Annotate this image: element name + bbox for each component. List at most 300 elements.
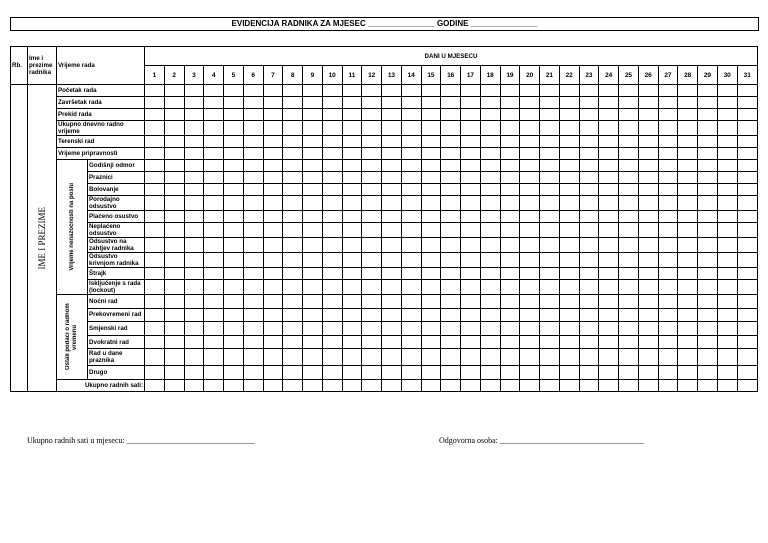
day-cell[interactable] bbox=[737, 322, 757, 336]
day-cell[interactable] bbox=[559, 268, 579, 280]
day-cell[interactable] bbox=[362, 223, 382, 238]
day-cell[interactable] bbox=[303, 268, 323, 280]
day-cell[interactable] bbox=[599, 97, 619, 109]
day-cell[interactable] bbox=[717, 160, 737, 172]
day-cell[interactable] bbox=[638, 211, 658, 223]
day-cell[interactable] bbox=[224, 97, 244, 109]
day-cell[interactable] bbox=[145, 196, 165, 211]
day-cell[interactable] bbox=[559, 295, 579, 309]
day-cell[interactable] bbox=[698, 268, 718, 280]
day-cell[interactable] bbox=[441, 253, 461, 268]
day-cell[interactable] bbox=[698, 308, 718, 322]
day-cell[interactable] bbox=[698, 136, 718, 148]
day-cell[interactable] bbox=[283, 121, 303, 136]
day-cell[interactable] bbox=[184, 280, 204, 295]
day-cell[interactable] bbox=[303, 109, 323, 121]
day-cell[interactable] bbox=[500, 280, 520, 295]
day-cell[interactable] bbox=[638, 184, 658, 196]
day-cell[interactable] bbox=[540, 223, 560, 238]
day-cell[interactable] bbox=[204, 349, 224, 366]
day-cell[interactable] bbox=[224, 160, 244, 172]
day-cell[interactable] bbox=[263, 380, 283, 392]
day-cell[interactable] bbox=[441, 366, 461, 380]
day-cell[interactable] bbox=[559, 335, 579, 349]
day-cell[interactable] bbox=[599, 380, 619, 392]
day-cell[interactable] bbox=[243, 136, 263, 148]
day-cell[interactable] bbox=[638, 238, 658, 253]
day-cell[interactable] bbox=[638, 295, 658, 309]
day-cell[interactable] bbox=[204, 148, 224, 160]
day-cell[interactable] bbox=[678, 349, 698, 366]
day-cell[interactable] bbox=[362, 85, 382, 97]
day-cell[interactable] bbox=[559, 211, 579, 223]
day-cell[interactable] bbox=[658, 160, 678, 172]
day-cell[interactable] bbox=[599, 223, 619, 238]
day-cell[interactable] bbox=[579, 380, 599, 392]
day-cell[interactable] bbox=[678, 268, 698, 280]
day-cell[interactable] bbox=[480, 85, 500, 97]
day-cell[interactable] bbox=[520, 85, 540, 97]
day-cell[interactable] bbox=[164, 349, 184, 366]
day-cell[interactable] bbox=[243, 223, 263, 238]
day-cell[interactable] bbox=[401, 172, 421, 184]
day-cell[interactable] bbox=[698, 366, 718, 380]
day-cell[interactable] bbox=[283, 148, 303, 160]
day-cell[interactable] bbox=[500, 295, 520, 309]
day-cell[interactable] bbox=[401, 196, 421, 211]
day-cell[interactable] bbox=[619, 268, 639, 280]
day-cell[interactable] bbox=[500, 380, 520, 392]
day-cell[interactable] bbox=[579, 322, 599, 336]
day-cell[interactable] bbox=[243, 196, 263, 211]
day-cell[interactable] bbox=[579, 184, 599, 196]
day-cell[interactable] bbox=[342, 268, 362, 280]
day-cell[interactable] bbox=[322, 335, 342, 349]
day-cell[interactable] bbox=[638, 136, 658, 148]
day-cell[interactable] bbox=[243, 184, 263, 196]
day-cell[interactable] bbox=[658, 366, 678, 380]
day-cell[interactable] bbox=[520, 148, 540, 160]
day-cell[interactable] bbox=[382, 196, 402, 211]
day-cell[interactable] bbox=[619, 196, 639, 211]
day-cell[interactable] bbox=[480, 335, 500, 349]
day-cell[interactable] bbox=[322, 238, 342, 253]
day-cell[interactable] bbox=[184, 85, 204, 97]
day-cell[interactable] bbox=[164, 160, 184, 172]
day-cell[interactable] bbox=[145, 238, 165, 253]
day-cell[interactable] bbox=[441, 335, 461, 349]
day-cell[interactable] bbox=[737, 268, 757, 280]
day-cell[interactable] bbox=[224, 322, 244, 336]
day-cell[interactable] bbox=[283, 349, 303, 366]
day-cell[interactable] bbox=[441, 196, 461, 211]
day-cell[interactable] bbox=[698, 238, 718, 253]
day-cell[interactable] bbox=[717, 308, 737, 322]
day-cell[interactable] bbox=[342, 97, 362, 109]
day-cell[interactable] bbox=[224, 148, 244, 160]
employee-name-cell[interactable] bbox=[28, 85, 57, 392]
day-cell[interactable] bbox=[520, 335, 540, 349]
day-cell[interactable] bbox=[461, 308, 481, 322]
day-cell[interactable] bbox=[401, 366, 421, 380]
day-cell[interactable] bbox=[342, 85, 362, 97]
day-cell[interactable] bbox=[638, 322, 658, 336]
day-cell[interactable] bbox=[559, 148, 579, 160]
day-cell[interactable] bbox=[164, 223, 184, 238]
day-cell[interactable] bbox=[342, 109, 362, 121]
day-cell[interactable] bbox=[401, 295, 421, 309]
day-cell[interactable] bbox=[421, 295, 441, 309]
day-cell[interactable] bbox=[263, 308, 283, 322]
day-cell[interactable] bbox=[678, 295, 698, 309]
day-cell[interactable] bbox=[619, 121, 639, 136]
day-cell[interactable] bbox=[224, 308, 244, 322]
day-cell[interactable] bbox=[184, 223, 204, 238]
day-cell[interactable] bbox=[579, 223, 599, 238]
day-cell[interactable] bbox=[184, 268, 204, 280]
day-cell[interactable] bbox=[401, 160, 421, 172]
day-cell[interactable] bbox=[737, 184, 757, 196]
day-cell[interactable] bbox=[421, 253, 441, 268]
day-cell[interactable] bbox=[362, 268, 382, 280]
day-cell[interactable] bbox=[322, 160, 342, 172]
day-cell[interactable] bbox=[520, 308, 540, 322]
day-cell[interactable] bbox=[164, 322, 184, 336]
day-cell[interactable] bbox=[441, 148, 461, 160]
day-cell[interactable] bbox=[599, 238, 619, 253]
day-cell[interactable] bbox=[441, 223, 461, 238]
day-cell[interactable] bbox=[638, 280, 658, 295]
day-cell[interactable] bbox=[283, 85, 303, 97]
day-cell[interactable] bbox=[184, 160, 204, 172]
day-cell[interactable] bbox=[164, 85, 184, 97]
day-cell[interactable] bbox=[559, 85, 579, 97]
day-cell[interactable] bbox=[579, 335, 599, 349]
day-cell[interactable] bbox=[382, 85, 402, 97]
day-cell[interactable] bbox=[145, 295, 165, 309]
day-cell[interactable] bbox=[421, 109, 441, 121]
day-cell[interactable] bbox=[619, 295, 639, 309]
day-cell[interactable] bbox=[401, 280, 421, 295]
day-cell[interactable] bbox=[164, 97, 184, 109]
day-cell[interactable] bbox=[204, 335, 224, 349]
day-cell[interactable] bbox=[204, 295, 224, 309]
day-cell[interactable] bbox=[540, 184, 560, 196]
day-cell[interactable] bbox=[204, 366, 224, 380]
day-cell[interactable] bbox=[204, 97, 224, 109]
day-cell[interactable] bbox=[500, 223, 520, 238]
day-cell[interactable] bbox=[658, 280, 678, 295]
day-cell[interactable] bbox=[164, 109, 184, 121]
day-cell[interactable] bbox=[540, 308, 560, 322]
day-cell[interactable] bbox=[421, 196, 441, 211]
day-cell[interactable] bbox=[500, 172, 520, 184]
day-cell[interactable] bbox=[224, 253, 244, 268]
day-cell[interactable] bbox=[737, 253, 757, 268]
day-cell[interactable] bbox=[619, 211, 639, 223]
day-cell[interactable] bbox=[421, 184, 441, 196]
day-cell[interactable] bbox=[480, 380, 500, 392]
day-cell[interactable] bbox=[619, 148, 639, 160]
day-cell[interactable] bbox=[224, 211, 244, 223]
day-cell[interactable] bbox=[322, 211, 342, 223]
day-cell[interactable] bbox=[500, 211, 520, 223]
day-cell[interactable] bbox=[243, 366, 263, 380]
day-cell[interactable] bbox=[480, 121, 500, 136]
day-cell[interactable] bbox=[599, 121, 619, 136]
day-cell[interactable] bbox=[579, 172, 599, 184]
day-cell[interactable] bbox=[204, 196, 224, 211]
day-cell[interactable] bbox=[263, 196, 283, 211]
day-cell[interactable] bbox=[658, 335, 678, 349]
day-cell[interactable] bbox=[559, 109, 579, 121]
day-cell[interactable] bbox=[520, 97, 540, 109]
day-cell[interactable] bbox=[303, 184, 323, 196]
day-cell[interactable] bbox=[480, 295, 500, 309]
day-cell[interactable] bbox=[717, 85, 737, 97]
day-cell[interactable] bbox=[599, 196, 619, 211]
day-cell[interactable] bbox=[461, 184, 481, 196]
day-cell[interactable] bbox=[717, 280, 737, 295]
day-cell[interactable] bbox=[303, 366, 323, 380]
day-cell[interactable] bbox=[164, 172, 184, 184]
day-cell[interactable] bbox=[224, 335, 244, 349]
day-cell[interactable] bbox=[540, 148, 560, 160]
day-cell[interactable] bbox=[145, 349, 165, 366]
day-cell[interactable] bbox=[362, 322, 382, 336]
day-cell[interactable] bbox=[342, 280, 362, 295]
day-cell[interactable] bbox=[382, 280, 402, 295]
day-cell[interactable] bbox=[638, 97, 658, 109]
day-cell[interactable] bbox=[540, 322, 560, 336]
day-cell[interactable] bbox=[283, 335, 303, 349]
day-cell[interactable] bbox=[401, 253, 421, 268]
day-cell[interactable] bbox=[401, 380, 421, 392]
day-cell[interactable] bbox=[224, 121, 244, 136]
day-cell[interactable] bbox=[145, 380, 165, 392]
day-cell[interactable] bbox=[579, 280, 599, 295]
day-cell[interactable] bbox=[263, 223, 283, 238]
day-cell[interactable] bbox=[658, 322, 678, 336]
day-cell[interactable] bbox=[559, 160, 579, 172]
day-cell[interactable] bbox=[520, 211, 540, 223]
day-cell[interactable] bbox=[145, 322, 165, 336]
day-cell[interactable] bbox=[737, 223, 757, 238]
day-cell[interactable] bbox=[520, 223, 540, 238]
day-cell[interactable] bbox=[184, 211, 204, 223]
day-cell[interactable] bbox=[342, 172, 362, 184]
day-cell[interactable] bbox=[243, 380, 263, 392]
day-cell[interactable] bbox=[263, 97, 283, 109]
day-cell[interactable] bbox=[579, 148, 599, 160]
day-cell[interactable] bbox=[382, 148, 402, 160]
day-cell[interactable] bbox=[678, 121, 698, 136]
day-cell[interactable] bbox=[184, 295, 204, 309]
day-cell[interactable] bbox=[263, 211, 283, 223]
day-cell[interactable] bbox=[382, 109, 402, 121]
day-cell[interactable] bbox=[638, 366, 658, 380]
day-cell[interactable] bbox=[619, 335, 639, 349]
day-cell[interactable] bbox=[599, 366, 619, 380]
day-cell[interactable] bbox=[303, 136, 323, 148]
day-cell[interactable] bbox=[283, 268, 303, 280]
day-cell[interactable] bbox=[500, 109, 520, 121]
day-cell[interactable] bbox=[382, 380, 402, 392]
day-cell[interactable] bbox=[599, 268, 619, 280]
day-cell[interactable] bbox=[520, 121, 540, 136]
day-cell[interactable] bbox=[421, 322, 441, 336]
day-cell[interactable] bbox=[362, 97, 382, 109]
day-cell[interactable] bbox=[520, 380, 540, 392]
day-cell[interactable] bbox=[737, 136, 757, 148]
day-cell[interactable] bbox=[441, 109, 461, 121]
day-cell[interactable] bbox=[698, 322, 718, 336]
day-cell[interactable] bbox=[678, 196, 698, 211]
day-cell[interactable] bbox=[322, 184, 342, 196]
day-cell[interactable] bbox=[737, 160, 757, 172]
day-cell[interactable] bbox=[243, 349, 263, 366]
day-cell[interactable] bbox=[342, 223, 362, 238]
day-cell[interactable] bbox=[263, 280, 283, 295]
day-cell[interactable] bbox=[382, 322, 402, 336]
day-cell[interactable] bbox=[717, 238, 737, 253]
day-cell[interactable] bbox=[480, 109, 500, 121]
day-cell[interactable] bbox=[678, 160, 698, 172]
day-cell[interactable] bbox=[678, 85, 698, 97]
day-cell[interactable] bbox=[619, 238, 639, 253]
day-cell[interactable] bbox=[559, 349, 579, 366]
day-cell[interactable] bbox=[658, 223, 678, 238]
day-cell[interactable] bbox=[164, 335, 184, 349]
day-cell[interactable] bbox=[540, 211, 560, 223]
day-cell[interactable] bbox=[303, 172, 323, 184]
day-cell[interactable] bbox=[243, 148, 263, 160]
day-cell[interactable] bbox=[540, 380, 560, 392]
day-cell[interactable] bbox=[342, 322, 362, 336]
day-cell[interactable] bbox=[619, 184, 639, 196]
day-cell[interactable] bbox=[283, 196, 303, 211]
day-cell[interactable] bbox=[500, 335, 520, 349]
day-cell[interactable] bbox=[441, 136, 461, 148]
day-cell[interactable] bbox=[362, 160, 382, 172]
day-cell[interactable] bbox=[698, 148, 718, 160]
day-cell[interactable] bbox=[342, 136, 362, 148]
day-cell[interactable] bbox=[638, 268, 658, 280]
day-cell[interactable] bbox=[224, 196, 244, 211]
day-cell[interactable] bbox=[658, 196, 678, 211]
day-cell[interactable] bbox=[559, 308, 579, 322]
day-cell[interactable] bbox=[342, 211, 362, 223]
day-cell[interactable] bbox=[204, 172, 224, 184]
day-cell[interactable] bbox=[441, 349, 461, 366]
day-cell[interactable] bbox=[263, 322, 283, 336]
day-cell[interactable] bbox=[263, 238, 283, 253]
day-cell[interactable] bbox=[401, 223, 421, 238]
day-cell[interactable] bbox=[500, 322, 520, 336]
day-cell[interactable] bbox=[579, 253, 599, 268]
day-cell[interactable] bbox=[579, 238, 599, 253]
day-cell[interactable] bbox=[520, 295, 540, 309]
day-cell[interactable] bbox=[461, 238, 481, 253]
day-cell[interactable] bbox=[322, 136, 342, 148]
day-cell[interactable] bbox=[322, 109, 342, 121]
day-cell[interactable] bbox=[461, 148, 481, 160]
day-cell[interactable] bbox=[461, 268, 481, 280]
day-cell[interactable] bbox=[283, 280, 303, 295]
day-cell[interactable] bbox=[717, 268, 737, 280]
day-cell[interactable] bbox=[520, 184, 540, 196]
day-cell[interactable] bbox=[164, 238, 184, 253]
day-cell[interactable] bbox=[362, 172, 382, 184]
day-cell[interactable] bbox=[164, 280, 184, 295]
day-cell[interactable] bbox=[619, 280, 639, 295]
day-cell[interactable] bbox=[421, 238, 441, 253]
day-cell[interactable] bbox=[717, 136, 737, 148]
day-cell[interactable] bbox=[382, 211, 402, 223]
day-cell[interactable] bbox=[243, 121, 263, 136]
day-cell[interactable] bbox=[500, 349, 520, 366]
day-cell[interactable] bbox=[461, 196, 481, 211]
day-cell[interactable] bbox=[342, 295, 362, 309]
day-cell[interactable] bbox=[204, 109, 224, 121]
day-cell[interactable] bbox=[401, 148, 421, 160]
day-cell[interactable] bbox=[382, 238, 402, 253]
day-cell[interactable] bbox=[658, 148, 678, 160]
day-cell[interactable] bbox=[401, 268, 421, 280]
day-cell[interactable] bbox=[224, 172, 244, 184]
day-cell[interactable] bbox=[322, 322, 342, 336]
day-cell[interactable] bbox=[658, 295, 678, 309]
day-cell[interactable] bbox=[698, 280, 718, 295]
day-cell[interactable] bbox=[184, 322, 204, 336]
day-cell[interactable] bbox=[441, 172, 461, 184]
day-cell[interactable] bbox=[500, 136, 520, 148]
day-cell[interactable] bbox=[224, 295, 244, 309]
day-cell[interactable] bbox=[599, 148, 619, 160]
day-cell[interactable] bbox=[678, 322, 698, 336]
day-cell[interactable] bbox=[717, 380, 737, 392]
day-cell[interactable] bbox=[263, 136, 283, 148]
day-cell[interactable] bbox=[303, 85, 323, 97]
day-cell[interactable] bbox=[599, 136, 619, 148]
day-cell[interactable] bbox=[421, 85, 441, 97]
day-cell[interactable] bbox=[263, 148, 283, 160]
day-cell[interactable] bbox=[401, 349, 421, 366]
day-cell[interactable] bbox=[717, 97, 737, 109]
day-cell[interactable] bbox=[164, 253, 184, 268]
day-cell[interactable] bbox=[204, 268, 224, 280]
day-cell[interactable] bbox=[421, 335, 441, 349]
day-cell[interactable] bbox=[480, 172, 500, 184]
day-cell[interactable] bbox=[717, 172, 737, 184]
day-cell[interactable] bbox=[619, 380, 639, 392]
day-cell[interactable] bbox=[283, 308, 303, 322]
day-cell[interactable] bbox=[441, 322, 461, 336]
day-cell[interactable] bbox=[737, 308, 757, 322]
day-cell[interactable] bbox=[520, 109, 540, 121]
day-cell[interactable] bbox=[698, 184, 718, 196]
day-cell[interactable] bbox=[540, 97, 560, 109]
day-cell[interactable] bbox=[303, 97, 323, 109]
day-cell[interactable] bbox=[441, 121, 461, 136]
day-cell[interactable] bbox=[441, 160, 461, 172]
day-cell[interactable] bbox=[184, 97, 204, 109]
day-cell[interactable] bbox=[224, 136, 244, 148]
day-cell[interactable] bbox=[322, 223, 342, 238]
day-cell[interactable] bbox=[263, 109, 283, 121]
day-cell[interactable] bbox=[303, 253, 323, 268]
day-cell[interactable] bbox=[461, 211, 481, 223]
